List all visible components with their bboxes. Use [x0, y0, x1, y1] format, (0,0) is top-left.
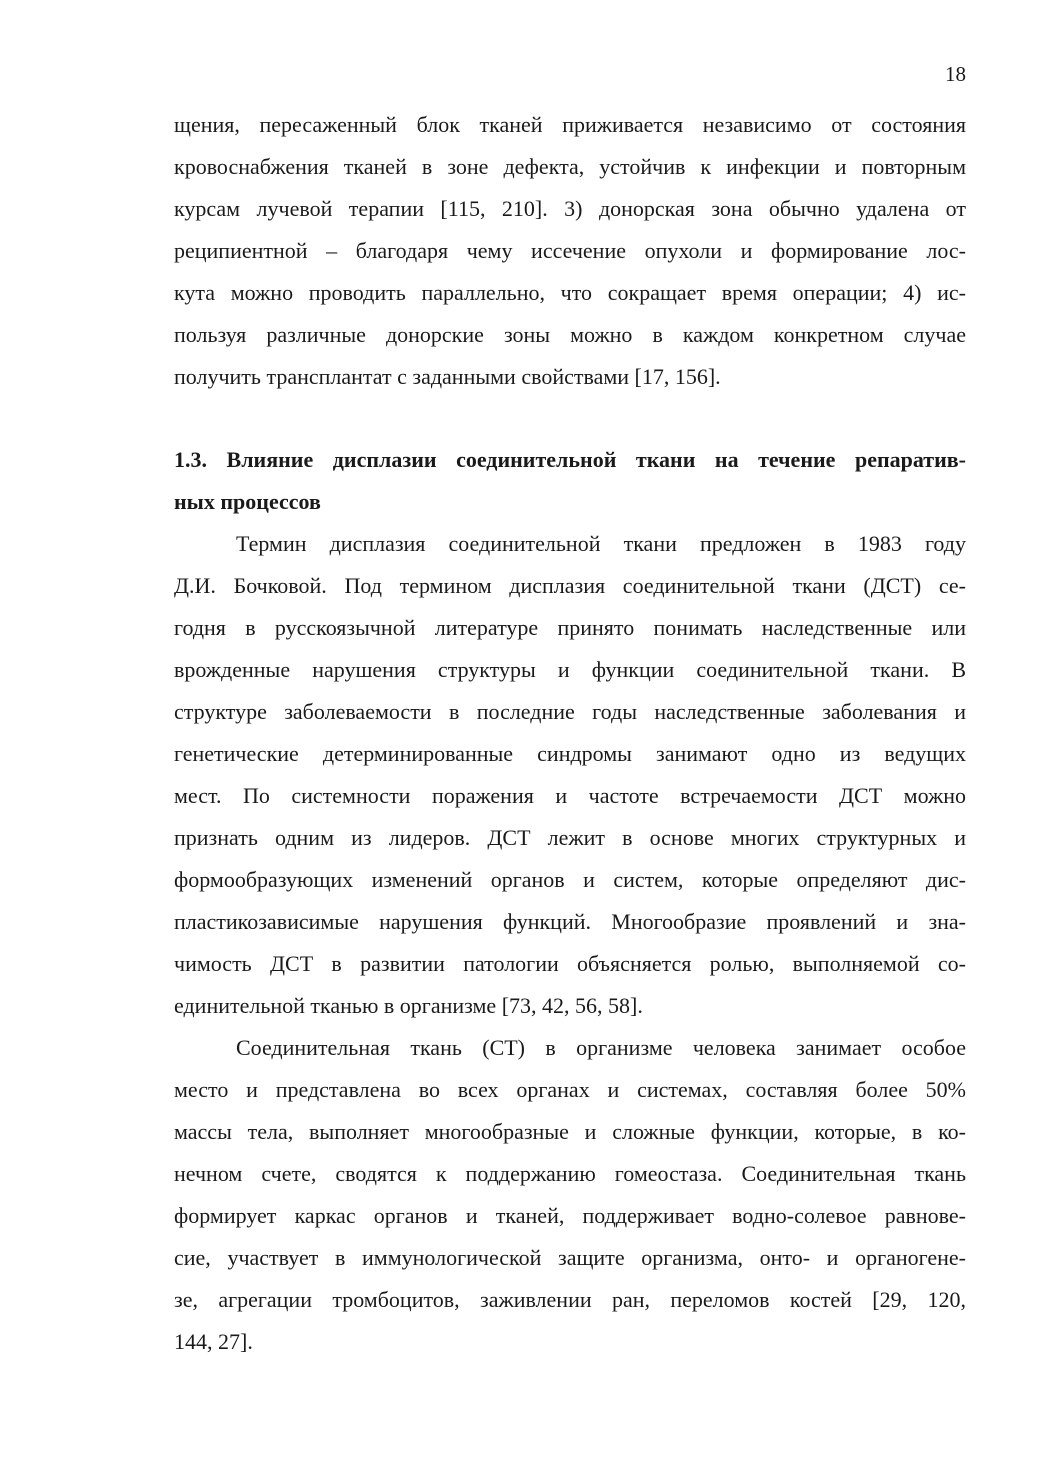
text-line: курсам лучевой терапии [115, 210]. 3) донорская зона обычно удалена от: [174, 196, 966, 221]
text-line: признать одним из лидеров. ДСТ лежит в основе многих структурных и: [174, 825, 966, 850]
text-line: место и представлена во всех органах и системах, составляя более 50%: [174, 1077, 966, 1102]
paragraph-connective-tissue: [174, 1027, 966, 1363]
text-line: чимость ДСТ в развитии патологии объясняется ролью, выполняемой со-: [174, 951, 966, 976]
text-line: формирует каркас органов и тканей, поддерживает водно-солевое равнове-: [174, 1203, 966, 1228]
text-line: Д.И. Бочковой. Под термином дисплазия соединительной ткани (ДСТ) се-: [174, 573, 966, 598]
text-line: кута можно проводить параллельно, что сокращает время операции; 4) ис-: [174, 280, 966, 305]
paragraph-continued: [174, 104, 966, 398]
text-line: массы тела, выполняет многообразные и сложные функции, которые, в ко-: [174, 1119, 966, 1144]
page-number: 18: [945, 62, 966, 86]
text-line: реципиентной – благодаря чему иссечение опухоли и формирование лос-: [174, 238, 966, 263]
text-line: Соединительная ткань (СТ) в организме человека занимает особое: [236, 1035, 966, 1060]
text-line: пластикозависимые нарушения функций. Многообразие проявлений и зна-: [174, 909, 966, 934]
text-line: врожденные нарушения структуры и функции соединительной ткани. В: [174, 657, 966, 682]
paragraph-dst-definition: [174, 523, 966, 1027]
text-line: сие, участвует в иммунологической защите организма, онто- и органогене-: [174, 1245, 966, 1270]
text-line: кровоснабжения тканей в зоне дефекта, устойчив к инфекции и повторным: [174, 154, 966, 179]
text-line: генетические детерминированные синдромы занимают одно из ведущих: [174, 741, 966, 766]
text-line: структуре заболеваемости в последние годы наследственные заболевания и: [174, 699, 966, 724]
text-line: мест. По системности поражения и частоте встречаемости ДСТ можно: [174, 783, 966, 808]
heading-line: 1.3. Влияние дисплазии соединительной ткани на течение репаратив-: [174, 447, 966, 472]
section-heading: [174, 439, 966, 523]
text-line: зе, агрегации тромбоцитов, заживлении ран, переломов костей [29, 120,: [174, 1287, 966, 1312]
text-line: формообразующих изменений органов и систем, которые определяют дис-: [174, 867, 966, 892]
text-line: нечном счете, сводятся к поддержанию гомеостаза. Соединительная ткань: [174, 1161, 966, 1186]
text-line: щения, пересаженный блок тканей приживается независимо от состояния: [174, 112, 966, 137]
document-body: [174, 104, 966, 1363]
heading-line: ных процессов: [174, 489, 321, 514]
text-line: 144, 27].: [174, 1329, 253, 1354]
text-line: получить трансплантат с заданными свойствами [17, 156].: [174, 364, 721, 389]
text-line: Термин дисплазия соединительной ткани предложен в 1983 году: [236, 531, 966, 556]
text-line: пользуя различные донорские зоны можно в каждом конкретном случае: [174, 322, 966, 347]
text-line: единительной тканью в организме [73, 42, 56, 58].: [174, 993, 643, 1018]
text-line: годня в русскоязычной литературе принято понимать наследственные или: [174, 615, 966, 640]
